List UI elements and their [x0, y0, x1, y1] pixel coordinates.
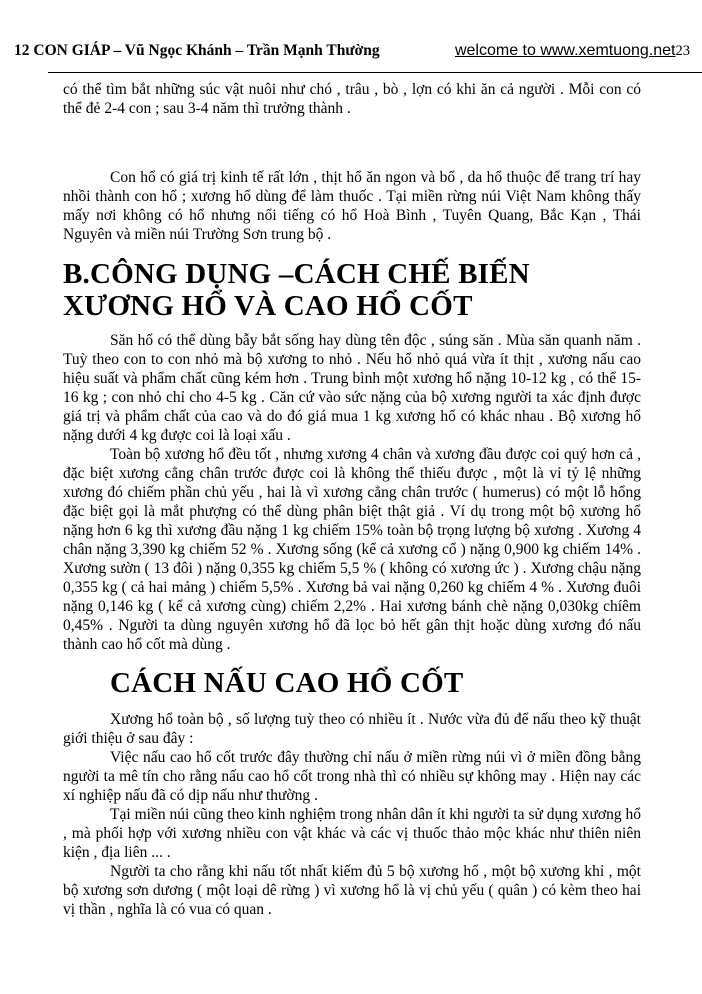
- paragraph-economic-value: Con hổ có giá trị kinh tế rất lớn , thịt hổ ăn ngon và bổ , da hổ thuộc để trang trí hay nhồi thành con hổ ; xương hổ dùng để làm thuốc . Tại miền rừng núi Việt Nam không thấy mấy nơi không có hổ nhưng nổi tiếng có hổ Hoà Bình , Tuyên Quang, Bắc Kạn , Thái Nguyên và miền núi Trường Sơn trung bộ .: [63, 169, 641, 243]
- header-divider: [48, 72, 702, 73]
- paragraph-five-bone-sets: Người ta cho rằng khi nấu tốt nhất kiếm đủ 5 bộ xương hổ , một bộ xương khỉ , một bộ xương sơn dương ( một loại dê rừng ) vì xương hổ là vị chủ yếu ( quân ) có kèm theo hai vị thần , nghĩa là có vua có quan .: [63, 863, 641, 918]
- page-number: 23: [675, 43, 690, 59]
- header-right-group: [455, 42, 690, 60]
- paragraph-intro-continued: có thể tìm bắt những súc vật nuôi như chó , trâu , bò , lợn có khi ăn cả người . Mỗi con có thể đẻ 2-4 con ; sau 3-4 năm thì trưởng thành .: [63, 81, 641, 117]
- paragraph-cooking-location: Việc nấu cao hổ cốt trước đây thường chỉ nấu ở miền rừng núi vì ở miền đồng bằng người ta mê tín cho rằng nấu cao hổ cốt trong nhà thì có nhiều sự không may . Hiện nay các xí nghiệp nấu đã có dịp nấu như thường .: [63, 749, 641, 804]
- page-content: [63, 80, 641, 919]
- book-title: 12 CON GIÁP – Vũ Ngọc Khánh – Trần Mạnh Thường: [14, 42, 380, 59]
- section-heading-usage: B.CÔNG DỤNG –CÁCH CHẾ BIẾN XƯƠNG HỔ VÀ CAO HỔ CỐT: [63, 258, 530, 322]
- page-header: [14, 42, 690, 60]
- paragraph-bone-weights: Toàn bộ xương hổ đều tốt , nhưng xương 4 chân và xương đầu được coi quý hơn cả , đặc biệt xương cẳng chân trước được coi là không thể thiếu được , một là vỉ tỷ lệ những xương đó chiếm phần chủ yếu , hai là vì xương cẳng chân trước ( humerus) có một lỗ hổng đặc biệt gọi là mắt phượng có thể dùng phân biệt thật giả . Ví dụ trong một bộ xương hổ nặng hơn 6 kg thì xương đầu nặng 1 kg chiếm 15% toàn bộ trọng lượng bộ xương . Xương 4 chân nặng 3,390 kg chiếm 52 % . Xương sống (kể cả xương cổ ) nặng 0,900 kg chiếm 14% . Xương sườn ( 13 đôi ) nặng 0,355 kg chiếm 5,5 % ( không có xương ức ) . Xương chậu nặng 0,355 kg ( cả hai mảng ) chiếm 5,5% . Xương bả vai nặng 0,260 kg chiếm 4 % . Xương đuôi nặng 0,146 kg ( kể cả xương cùng) chiếm 2,2% . Hai xương bánh chè nặng 0,030kg chíêm 0,45% . Người ta dùng nguyên xương hổ đã lọc bỏ hết gân thịt hoặc dùng xương đó nấu thành cao hổ cốt mà dùng .: [63, 446, 641, 653]
- paragraph-bone-mixture: Tại miền núi cũng theo kinh nghiệm trong nhân dân ít khi người ta sử dụng xương hổ , mà phối hợp với xương nhiều con vật khác và các vị thuốc thảo mộc khác như thiên niên kiện , địa liên ... .: [63, 806, 641, 861]
- website-link[interactable]: welcome to www.xemtuong.net: [454, 42, 676, 59]
- paragraph-hunting: Săn hổ có thể dùng bẫy bắt sống hay dùng tên độc , súng săn . Mùa săn quanh năm . Tuỳ theo con to con nhỏ mà bộ xương to nhỏ . Nếu hổ nhỏ quá vừa ít thịt , xương nấu cao hiệu suất và phẩm chất cũng kém hơn . Trung bình một xương hổ nặng 10-12 kg , có thể 15-16 kg ; con nhỏ chỉ cho 4-5 kg . Căn cứ vào sức nặng của bộ xương người ta xác định được giá trị và phẩm chất của cao và do đó giá mua 1 kg xương hổ có khác nhau . Bộ xương hổ nặng dưới 4 kg được coi là loại xấu .: [63, 332, 641, 444]
- paragraph-water-amount: Xương hổ toàn bộ , số lượng tuỳ theo có nhiều ít . Nước vừa đủ để nấu theo kỹ thuật giới thiệu ở sau đây :: [63, 711, 641, 747]
- section-heading-cooking: CÁCH NẤU CAO HỔ CỐT: [110, 667, 464, 699]
